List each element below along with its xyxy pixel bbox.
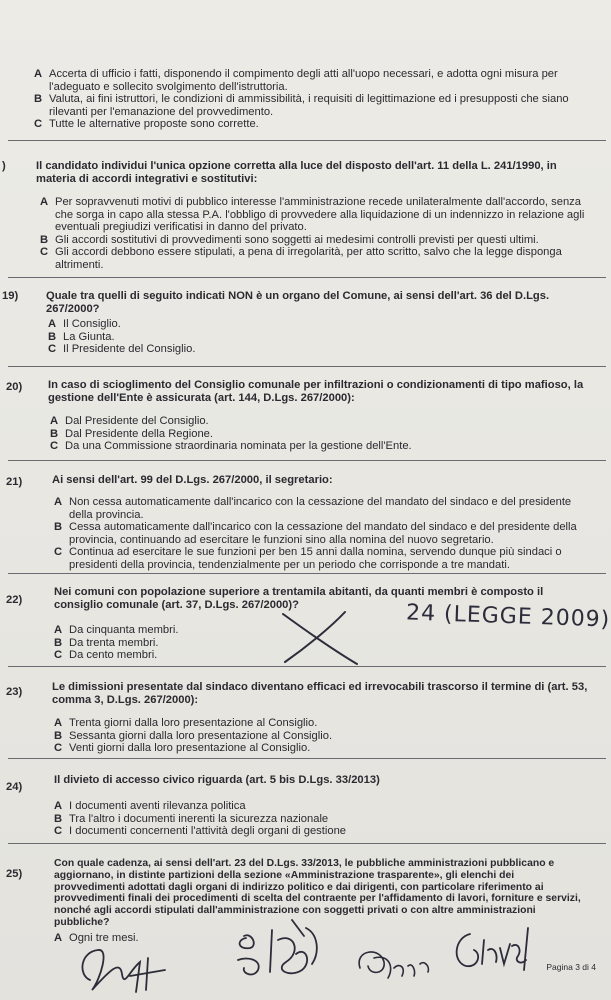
option-b: B Sessanta giorni dalla loro presentazione al Consiglio.	[54, 729, 333, 742]
option-c: C Continua ad esercitare le sue funzioni per ben 15 anni dalla nomina, servendo dunque più sindaci o presidenti della provincia, tendenzialmente per un periodo che corrisponde a tre mandati.	[54, 546, 562, 571]
signature-3	[350, 938, 440, 988]
option-a: A Ogni tre mesi.	[54, 932, 139, 944]
option-c: C Il Presidente del Consiglio.	[48, 343, 196, 356]
question-options	[54, 717, 590, 755]
option-c: C Da una Commissione straordinaria nominata per la gestione dell'Ente.	[50, 440, 412, 453]
divider	[8, 758, 606, 759]
option-c: C Da cento membri.	[54, 649, 158, 662]
question-text: Ai sensi dell'art. 99 del D.Lgs. 267/2000, il segretario:	[52, 474, 333, 486]
question-number: )	[2, 160, 6, 172]
question-text: Nei comuni con popolazione superiore a trentamila abitanti, da quanti membri è composto il consiglio comunale (art. 37, D.Lgs. 267/2000)?	[54, 586, 544, 611]
option-a: A Per sopravvenuti motivi di pubblico interesse l'amministrazione recede unilateralmente dall'accordo, senza che sorga in capo alla stessa P.A. l'obbligo di provvedere alla liquidazione di un indennizzo in relazione agli eventuali pregiudizi verificatisi in danno del privato.	[40, 196, 585, 234]
option-c: C I documenti concernenti l'attività degli organi di gestione	[54, 825, 347, 838]
signature-4	[448, 920, 543, 980]
option-b: B Valuta, ai fini istruttori, le condizioni di ammissibilità, i requisiti di legittimazione ed i presupposti che siano rilevanti per l'emanazione del provvedimento.	[34, 93, 569, 118]
question-number: 25)	[6, 868, 23, 880]
option-a: A Da cinquanta membri.	[54, 624, 179, 636]
handwritten-cross-mark	[275, 608, 365, 668]
option-b: B Dal Presidente della Regione.	[50, 427, 214, 440]
question-text: Con quale cadenza, ai sensi dell'art. 23 del D.Lgs. 33/2013, le pubbliche amministrazioni pubblicano e aggiornano, in distinte partizioni della sezione «Amministrazione trasparente», gli elenchi dei provvedimenti adottati dagli organi di indirizzo politico e dai dirigenti, con particolare riferimento ai provvedimenti finali dei procedimenti di scelta del contraente per l'affidamento di lavori, forniture e servizi, nonché agli accordi stipulati dall'amministrazione con soggetti privati o con altre amministrazioni pubbliche?	[54, 858, 581, 928]
option-a: A I documenti aventi rilevanza politica	[54, 800, 246, 812]
signature-2	[228, 912, 338, 992]
divider	[8, 843, 606, 844]
question-options	[48, 318, 588, 356]
question-text: Quale tra quelli di seguito indicati NON è un organo del Comune, ai sensi dell'art. 36 del D.Lgs. 267/2000?	[46, 290, 550, 315]
option-a: A Dal Presidente del Consiglio.	[50, 415, 209, 427]
question-text: Il candidato individui l'unica opzione corretta alla luce del disposto dell'art. 11 della L. 241/1990, in materia di accordi integrativi e sostitutivi:	[36, 160, 557, 185]
question-options	[54, 800, 590, 838]
option-b: B Tra l'altro i documenti inerenti la sicurezza nazionale	[54, 812, 329, 825]
question-options	[40, 196, 590, 272]
divider	[8, 366, 606, 367]
option-c: C Tutte le alternative proposte sono corrette.	[34, 118, 259, 131]
option-a: A Accerta di ufficio i fatti, disponendo il compimento degli atti all'uopo necessari, e adotta ogni misura per l'adeguato e sollecito svolgimento dell'istruttoria.	[34, 68, 558, 93]
option-c: C Gli accordi debbono essere stipulati, a pena di irregolarità, per atto scritto, salvo che la legge disponga altrimenti.	[40, 246, 562, 271]
page-number: Pagina 3 di 4	[546, 962, 596, 972]
divider	[8, 277, 606, 278]
option-b: B Gli accordi sostitutivi di provvedimenti sono soggetti ai medesimi controlli previsti per questi ultimi.	[40, 233, 539, 246]
question-number: 20)	[6, 381, 23, 393]
question-text: Le dimissioni presentate dal sindaco diventano efficaci ed irrevocabili trascorso il termine di (art. 53, comma 3, D.Lgs. 267/2000):	[52, 681, 588, 706]
question-number: 23)	[6, 686, 23, 698]
option-b: B Cessa automaticamente dall'incarico con la cessazione del mandato del sindaco e del presidente della provincia, continuando ad esercitare le funzioni sino alla nomina del nuovo segretario.	[54, 521, 577, 546]
signature-1	[70, 940, 180, 1000]
option-b: B Da trenta membri.	[54, 636, 159, 649]
divider	[8, 573, 606, 574]
option-a: A Il Consiglio.	[48, 318, 121, 330]
question-text: In caso di scioglimento del Consiglio comunale per infiltrazioni o condizionamenti di tipo mafioso, la gestione dell'Ente è assicurata (art. 144, D.Lgs. 267/2000):	[48, 379, 584, 404]
option-b: B La Giunta.	[48, 330, 115, 343]
option-c: C Venti giorni dalla loro presentazione al Consiglio.	[54, 742, 311, 755]
option-a: A Non cessa automaticamente dall'incarico con la cessazione del mandato del sindaco e del presidente della provincia.	[54, 496, 572, 521]
divider	[8, 460, 606, 461]
question-number: 19)	[2, 290, 19, 302]
question-options	[50, 415, 590, 453]
question-number: 22)	[6, 594, 23, 606]
question-text: Il divieto di accesso civico riguarda (art. 5 bis D.Lgs. 33/2013)	[54, 774, 380, 786]
option-a: A Trenta giorni dalla loro presentazione al Consiglio.	[54, 717, 318, 729]
divider	[8, 666, 606, 667]
question-number: 24)	[6, 781, 23, 793]
prev-question-options	[34, 68, 589, 131]
divider	[8, 140, 606, 141]
question-number: 21)	[6, 476, 23, 488]
handwritten-note: 24 (LEGGE 2009)	[405, 600, 611, 633]
question-options	[54, 496, 590, 572]
